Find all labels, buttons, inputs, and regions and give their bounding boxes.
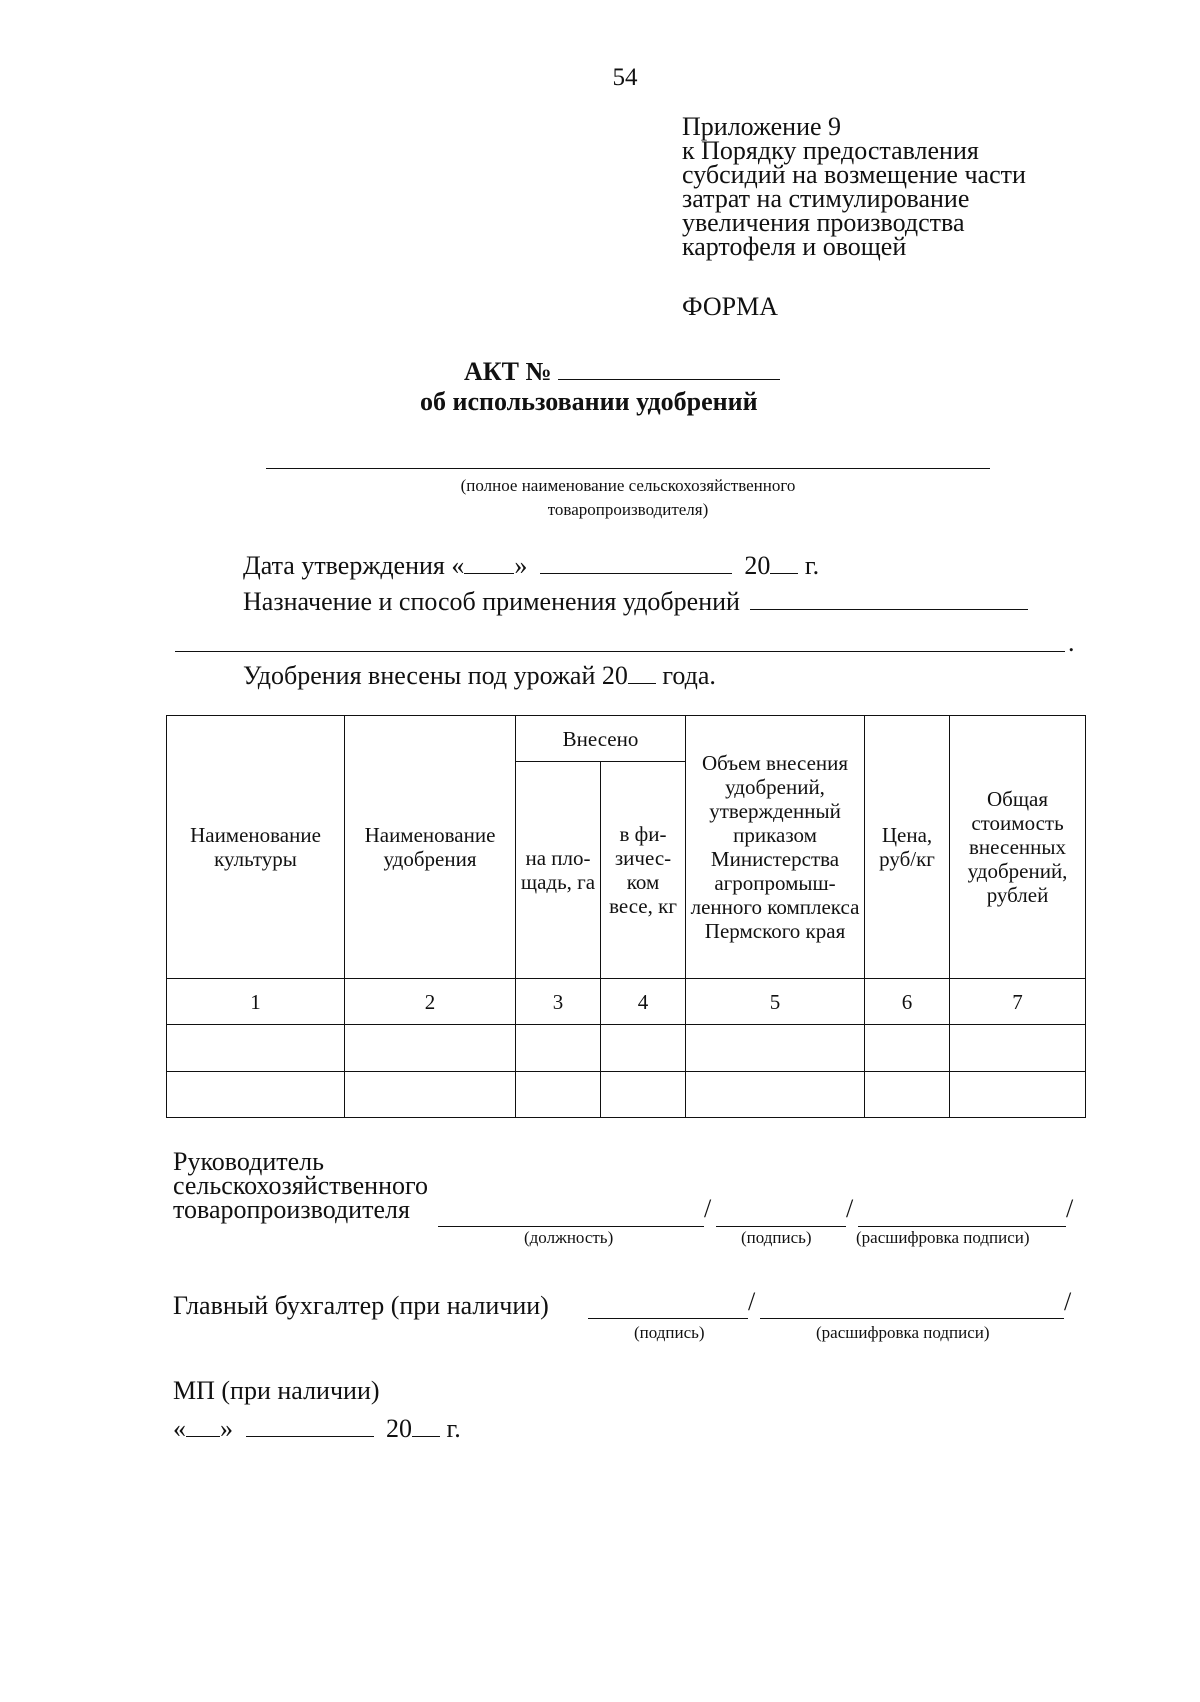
header-price: Цена, руб/кг	[865, 716, 950, 979]
column-number: 6	[865, 978, 950, 1024]
signature-month-field[interactable]	[246, 1414, 374, 1437]
slash: /	[1064, 1287, 1072, 1316]
signature-day-field[interactable]	[186, 1414, 220, 1437]
appendix-line: увеличения производства	[682, 208, 965, 237]
table-cell[interactable]	[167, 1025, 345, 1071]
act-title	[420, 355, 780, 417]
page-number: 54	[612, 64, 638, 91]
act-subtitle: об использовании удобрений	[420, 387, 758, 416]
purpose-continuation-line[interactable]	[175, 651, 1065, 652]
column-number-row	[167, 978, 1086, 1024]
appendix-line: картофеля и овощей	[682, 232, 907, 261]
harvest-year-field[interactable]	[628, 661, 656, 684]
table-cell[interactable]	[865, 1025, 950, 1071]
producer-name-line[interactable]	[266, 468, 990, 469]
header-total: Общая стоимость внесенных удобрений, рублей	[950, 716, 1086, 979]
caption-decoding: (расшифровка подписи)	[856, 1228, 1030, 1247]
table-cell[interactable]	[516, 1071, 601, 1117]
header-volume: Объем внесения удобрений, утвержденный приказом Министерства агропромыш-ленного комплекса Пермского края	[686, 716, 865, 979]
approval-day-field[interactable]	[464, 551, 514, 574]
table-cell[interactable]	[516, 1025, 601, 1071]
head-signature-line[interactable]	[716, 1226, 846, 1227]
accountant-label: Главный бухгалтер (при наличии)	[173, 1291, 549, 1320]
column-number: 1	[167, 978, 345, 1024]
appendix-line: субсидий на возмещение части	[682, 160, 1026, 189]
table-cell[interactable]	[865, 1071, 950, 1117]
header-crop: Наименование культуры	[167, 716, 345, 979]
accountant-caption-signature: (подпись)	[634, 1323, 705, 1342]
table-cell[interactable]	[686, 1025, 865, 1071]
column-number: 3	[516, 978, 601, 1024]
act-number-field[interactable]	[558, 355, 780, 380]
accountant-signature-line[interactable]	[588, 1318, 748, 1319]
column-number: 4	[601, 978, 686, 1024]
appendix-line: к Порядку предоставления	[682, 136, 979, 165]
act-number-label: АКТ №	[464, 357, 552, 386]
table-cell[interactable]	[950, 1025, 1086, 1071]
signature-date-row: « » 20 г.	[173, 1414, 461, 1443]
purpose-row: Назначение и способ применения удобрений	[243, 587, 1028, 617]
purpose-field[interactable]	[750, 587, 1028, 610]
appendix-line: затрат на стимулирование	[682, 184, 970, 213]
accountant-decoding-line[interactable]	[760, 1318, 1064, 1319]
appendix-block	[682, 112, 1026, 261]
table-row	[167, 1071, 1086, 1117]
table-row	[167, 1025, 1086, 1071]
appendix-line: Приложение 9	[682, 112, 842, 141]
approval-date-row: Дата утверждения « » 20 г.	[243, 551, 820, 580]
harvest-row: Удобрения внесены под урожай 20 года.	[243, 661, 716, 690]
slash: /	[1066, 1194, 1074, 1223]
header-area: на пло-щадь, га	[516, 762, 601, 979]
stamp-label: МП (при наличии)	[173, 1376, 380, 1405]
table-cell[interactable]	[345, 1071, 516, 1117]
table-cell[interactable]	[601, 1025, 686, 1071]
header-applied: Внесено	[516, 716, 686, 762]
form-label: ФОРМА	[682, 292, 778, 321]
header-weight: в фи-зичес-ком весе, кг	[601, 762, 686, 979]
table-cell[interactable]	[950, 1071, 1086, 1117]
approval-year-field[interactable]	[770, 551, 798, 574]
slash: /	[748, 1287, 756, 1316]
table-cell[interactable]	[686, 1071, 865, 1117]
column-number: 7	[950, 978, 1086, 1024]
period-mark: .	[1068, 628, 1075, 657]
accountant-caption-decoding: (расшифровка подписи)	[816, 1323, 990, 1342]
head-decoding-line[interactable]	[858, 1226, 1066, 1227]
fertilizer-table	[166, 715, 1086, 1118]
producer-caption: (полное наименование сельскохозяйственного товаропроизводителя)	[460, 476, 796, 519]
caption-signature: (подпись)	[741, 1228, 812, 1247]
column-number: 2	[345, 978, 516, 1024]
head-signature-label: Руководитель сельскохозяйственного товаропроизводителя	[173, 1147, 428, 1224]
head-position-line[interactable]	[438, 1226, 704, 1227]
slash: /	[846, 1194, 854, 1223]
slash: /	[704, 1194, 712, 1223]
signature-year-field[interactable]	[412, 1414, 440, 1437]
table-cell[interactable]	[345, 1025, 516, 1071]
table-cell[interactable]	[167, 1071, 345, 1117]
header-fertilizer: Наименование удобрения	[345, 716, 516, 979]
column-number: 5	[686, 978, 865, 1024]
approval-month-field[interactable]	[540, 551, 732, 574]
table-cell[interactable]	[601, 1071, 686, 1117]
caption-position: (должность)	[524, 1228, 614, 1247]
